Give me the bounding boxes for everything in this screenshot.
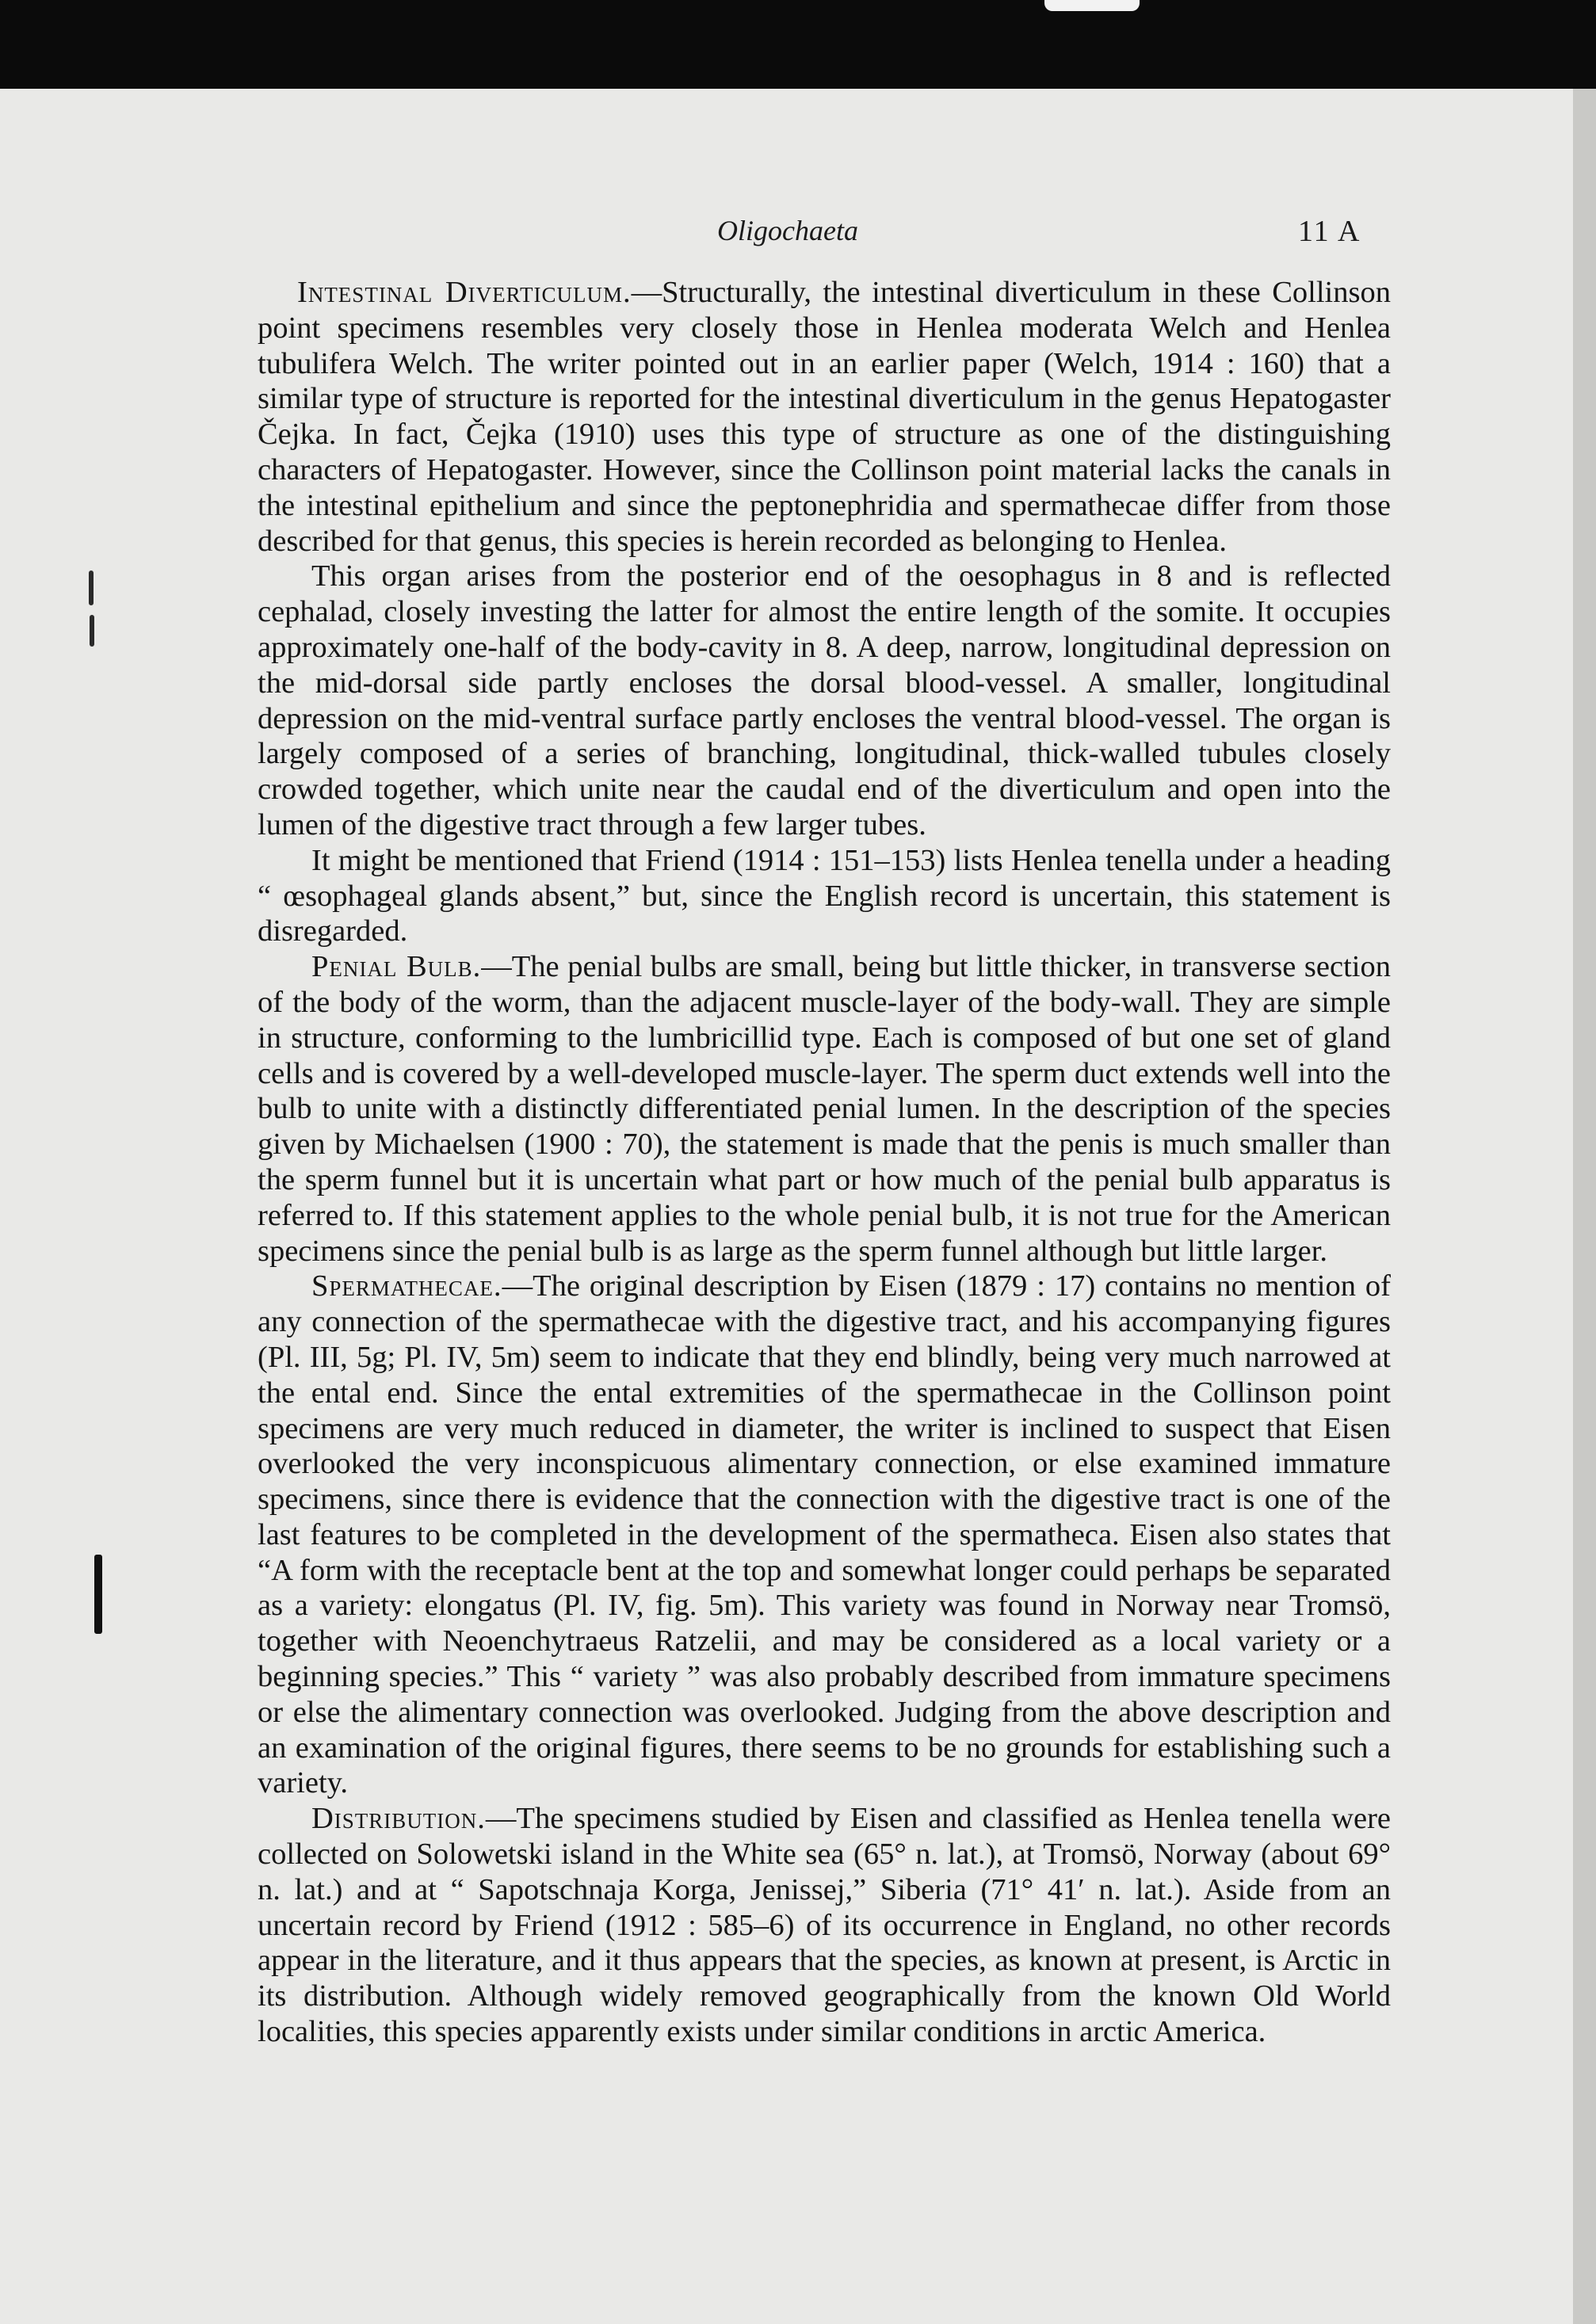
paragraph-text: This organ arises from the posterior end of the oesophagus in 8 and is reflected cephalad, closely investing the latter for almost the entire length of the somite. It occupies approximately one-half of the body-cavity in 8. A deep, narrow, longitudinal depression on the mid-dorsal side partly encloses the dorsal blood-vessel. A smaller, longitudinal depression on the mid-ventral surface partly encloses the ventral blood-vessel. The organ is largely composed of a series of branching, longitudinal, thick-walled tubules closely crowded together, which unite near the caudal end of the diverticulum and open into the lumen of the digestive tract through a few larger tubes.	[258, 559, 1391, 841]
binding-mark	[94, 1555, 102, 1634]
body-text	[258, 275, 1391, 2050]
section-heading: Intestinal Diverticulum.	[297, 276, 632, 309]
paragraph-spermathecae	[258, 1269, 1391, 1801]
scan-edge-mark	[1044, 0, 1140, 11]
binding-mark	[89, 571, 94, 605]
paragraph-organ-origin	[258, 559, 1391, 842]
section-heading: Penial Bulb.	[311, 950, 482, 984]
paragraph-intestinal-diverticulum	[258, 275, 1391, 559]
paragraph-text: —The original description by Eisen (1879 : 17) contains no mention of any connection of the spermathecae with the digestive tract, and his accompanying figures (Pl. III, 5g; Pl. IV, 5m) seem to indicate that they end blindly, being very much narrowed at the ental end. Since the ental extremities of the spermathecae in the Collinson point specimens are very much reduced in diameter, the writer is inclined to suspect that Eisen overlooked the very inconspicuous alimentary connection, or else examined immature specimens, since there is evidence that the connection with the digestive tract is one of the last features to be completed in the development of the spermatheca. Eisen also states that “A form with the receptacle bent at the top and somewhat longer could perhaps be separated as a variety: elongatus (Pl. IV, fig. 5m). This variety was found in Norway near Tromsö, together with Neoenchytraeus Ratzelii, and may be considered as a local variety or a beginning species.” This “ variety ” was also probably described from immature specimens or else the alimentary connection was overlooked. Judging from the above description and an examination of the original figures, there seems to be no grounds for establishing such a variety.	[258, 1269, 1391, 1800]
section-heading: Distribution.	[311, 1802, 486, 1836]
running-title: Oligochaeta	[717, 215, 858, 246]
paragraph-text: —The specimens studied by Eisen and classified as Henlea tenella were collected on Solowetski island in the White sea (65° n. lat.), at Tromsö, Norway (about 69° n. lat.) and at “ Sapotschnaja Korga, Jenissej,” Siberia (71° 41′ n. lat.). Aside from an uncertain record by Friend (1912 : 585–6) of its occurrence in England, no other records appear in the literature, and it thus appears that the species, as known at present, is Arctic in its distribution. Although widely removed geographically from the known Old World localities, this species apparently exists under similar conditions in arctic America.	[258, 1802, 1391, 2049]
page-edge-shadow	[1573, 89, 1596, 2324]
paragraph-friend-note	[258, 843, 1391, 949]
page-number: 11 A	[1298, 215, 1361, 248]
paragraph-penial-bulb	[258, 949, 1391, 1269]
paragraph-text: —The penial bulbs are small, being but little thicker, in transverse section of the body of the worm, than the adjacent muscle-layer of the body-wall. They are simple in structure, conforming to the lumbricillid type. Each is composed of but one set of gland cells and is covered by a well-developed muscle-layer. The sperm duct extends well into the bulb to unite with a distinctly differentiated penial lumen. In the description of the species given by Michaelsen (1900 : 70), the statement is made that the penis is much smaller than the sperm funnel but it is uncertain what part or how much of the penial bulb apparatus is referred to. If this statement applies to the whole penial bulb, it is not true for the American specimens since the penial bulb is as large as the sperm funnel although but little larger.	[258, 950, 1391, 1268]
section-heading: Spermathecae.	[311, 1269, 502, 1303]
paragraph-text: —Structurally, the intestinal diverticulum in these Collinson point specimens resembles very closely those in Henlea moderata Welch and Henlea tubulifera Welch. The writer pointed out in an earlier paper (Welch, 1914 : 160) that a similar type of structure is reported for the intestinal diverticulum in the genus Hepatogaster Čejka. In fact, Čejka (1910) uses this type of structure as one of the distinguishing characters of Hepatogaster. However, since the Collinson point material lacks the canals in the intestinal epithelium and since the peptonephridia and spermathecae differ from those described for that genus, this species is herein recorded as belonging to Henlea.	[258, 276, 1391, 558]
paragraph-text: It might be mentioned that Friend (1914 : 151–153) lists Henlea tenella under a heading “ œsophageal glands absent,” but, since the English record is uncertain, this statement is disregarded.	[258, 843, 1391, 948]
paragraph-distribution	[258, 1801, 1391, 2050]
binding-mark	[90, 615, 94, 647]
